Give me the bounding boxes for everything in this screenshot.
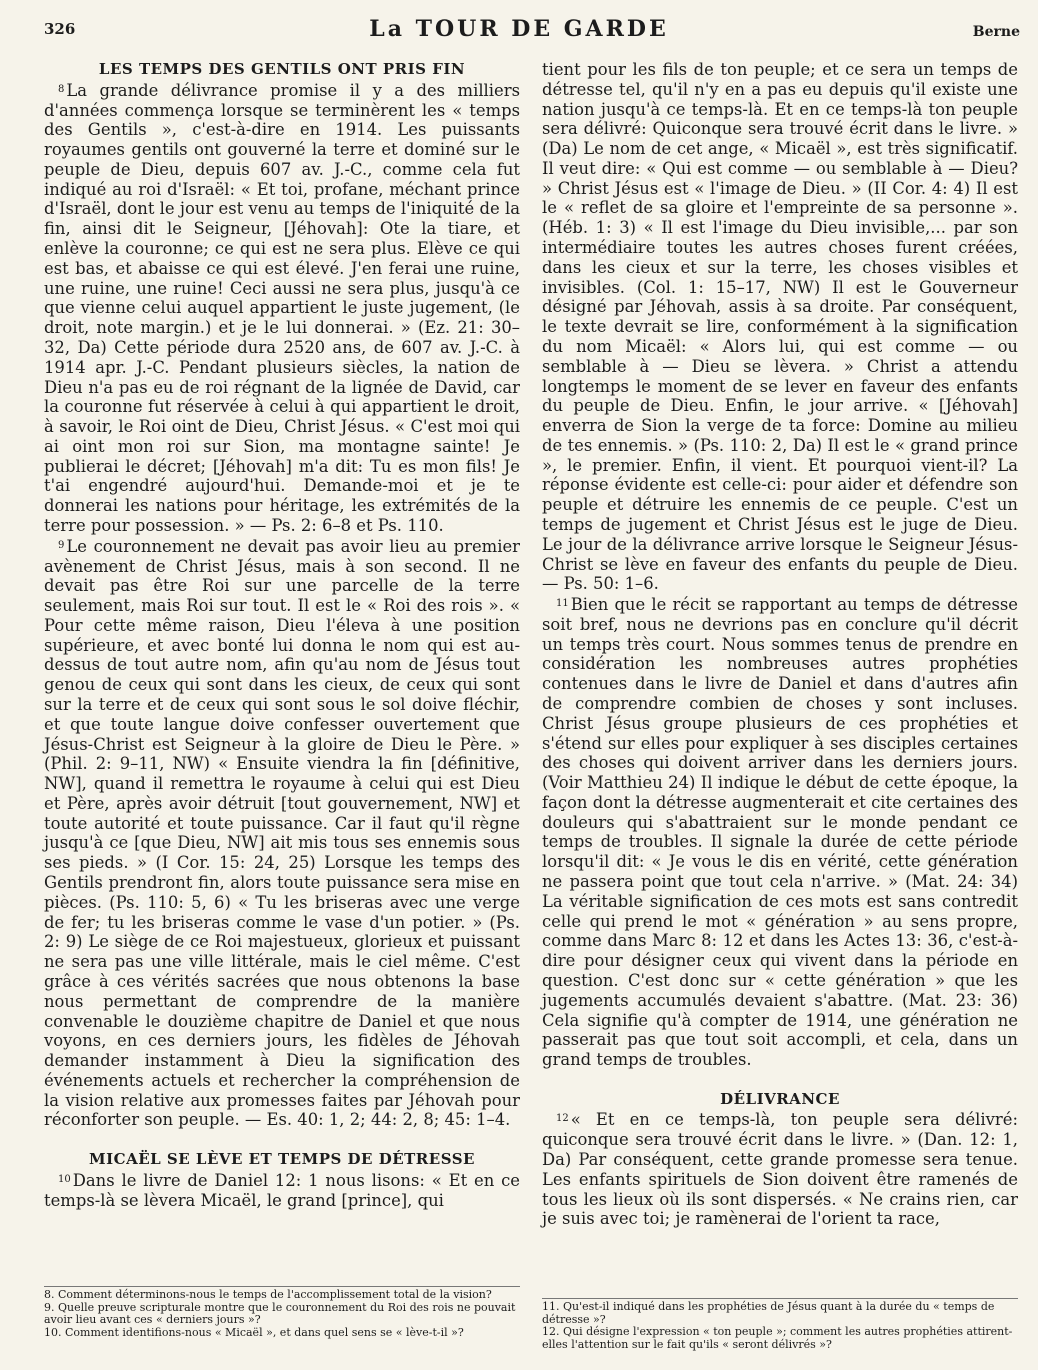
paragraph-text: Dans le livre de Daniel 12: 1 nous lisons: « Et en ce temps-là se lèvera Micaël, le grand [prince], qui [44, 1170, 520, 1210]
paragraph-number: 9 [58, 539, 65, 551]
right-column [542, 60, 1018, 1229]
section-heading-michael: MICAËL SE LÈVE ET TEMPS DE DÉTRESSE [89, 1149, 475, 1168]
edition-place: Berne [972, 24, 1020, 40]
section-heading-deliverance: DÉLIVRANCE [720, 1089, 840, 1108]
paragraph-text: Bien que le récit se rapportant au temps de détresse soit bref, nous ne devrions pas en conclure qu'il décrit un temps très court. Nous sommes tenus de prendre en considération les nombreuses autres prophéties contenues dans le livre de Daniel et dans d'autres afin de comprendre combien de choses y sont incluses. Christ Jésus groupe plusieurs de ces prophéties et s'étend sur elles pour expliquer à ses disciples certaines des choses qui doivent arriver dans les derniers jours. (Voir Matthieu 24) Il indique le début de cette époque, la façon dont la détresse augmenterait et cite certaines des douleurs qui s'abattraient sur le monde pendant ce temps de troubles. Il signale la durée de cette période lorsqu'il dit: « Je vous le dis en vérité, cette génération ne passera point que tout cela n'arrive. » (Mat. 24: 34) La véritable signification de ces mots est sans contredit celle qui prend le mot « génération » au sens propre, comme dans Marc 8: 12 et dans les Actes 13: 36, c'est-à-dire pour désigner ceux qui vivent dans la période en question. C'est donc sur « cette génération » que les jugements accumulés devaient s'abattre. (Mat. 23: 36) Cela signifie qu'à compter de 1914, une génération ne passerait pas que tout soit accompli, et cela, dans un grand temps de troubles. [542, 595, 1018, 1070]
paragraph-12 [542, 1109, 1018, 1229]
footnote-question-12: 12. Qui désigne l'expression « ton peuple »; comment les autres prophéties attirent-elles l'attention sur le fait qu'ils « seront délivrés »? [542, 1325, 1013, 1351]
paragraph-number: 10 [58, 1173, 71, 1185]
footnotes-right [542, 1298, 1018, 1351]
paragraph-10 [44, 1170, 520, 1211]
page-number: 326 [44, 20, 76, 38]
paragraph-number: 8 [58, 83, 65, 95]
footnote-question-8: 8. Comment déterminons-nous le temps de l'accomplissement total de la vision? [44, 1288, 492, 1301]
paragraph-text: Le couronnement ne devait pas avoir lieu au premier avènement de Christ Jésus, mais à son second. Il ne devait pas être Roi sur une parcelle de la terre seulement, mais Roi sur tout. Il est le « Roi des rois ». « Pour cette même raison, Dieu l'éleva à une position supérieure, et avec bonté lui donna le nom qui est au-dessus de tout autre nom, afin qu'au nom de Jésus tout genou de ceux qui sont dans les cieux, de ceux qui sont sur la terre et de ceux qui sont sous le sol doive fléchir, et que toute langue doive confesser ouvertement que Jésus-Christ est Seigneur à la gloire de Dieu le Père. » (Phil. 2: 9–11, NW) « Ensuite viendra la fin [définitive, NW], quand il remettra le royaume à celui qui est Dieu et Père, après avoir détruit [tout gouvernement, NW] et toute autorité et toute puissance. Car il faut qu'il règne jusqu'à ce [que Dieu, NW] ait mis tous ses ennemis sous ses pieds. » (I Cor. 15: 24, 25) Lorsque les temps des Gentils prendront fin, alors toute puissance sera mise en pièces. (Ps. 110: 5, 6) « Tu les briseras avec une verge de fer; tu les briseras comme le vase d'un potier. » (Ps. 2: 9) Le siège de ce Roi majestueux, glorieux et puissant ne sera pas une ville littérale, mais le ciel même. C'est grâce à ces vérités sacrées que nous obtenons la base nous permettant de comprendre de la manière convenable le douzième chapitre de Daniel et que nous voyons, en ces derniers jours, les fidèles de Jéhovah demander instamment à Dieu la signification des événements actuels et rechercher la compréhension de la vision relative aux promesses faites par Jéhovah pour réconforter son peuple. — Es. 40: 1, 2; 44: 2, 8; 45: 1–4. [44, 536, 520, 1130]
paragraph-11 [542, 594, 1018, 1070]
paragraph-8 [44, 80, 520, 536]
section-heading-gentile-times: LES TEMPS DES GENTILS ONT PRIS FIN [98, 60, 466, 78]
paragraph-9 [44, 536, 520, 1130]
paragraph-number: 12 [556, 1113, 569, 1125]
page-header [0, 16, 1038, 50]
footnote-question-9: 9. Quelle preuve scripturale montre que le couronnement du Roi des rois ne pouvait avoir lieu avant ces « derniers jours »? [44, 1300, 516, 1326]
paragraph-text: « Et en ce temps-là, ton peuple sera délivré: quiconque sera trouvé écrit dans le livre. » (Dan. 12: 1, Da) Par conséquent, cette grande promesse sera tenue. Les enfants spirituels de Sion doivent être ramenés de tous les lieux où ils sont dispersés. « Ne crains rien, car je suis avec toi; je ramènerai de l'orient ta race, [542, 1110, 1018, 1229]
footnote-question-11: 11. Qu'est-il indiqué dans les prophéties de Jésus quant à la durée du « temps de détresse »? [542, 1300, 995, 1326]
paragraph-10-continued: tient pour les fils de ton peuple; et ce sera un temps de détresse tel, qu'il n'y en a pas eu depuis qu'il existe une nation jusqu'à ce temps-là. Et en ce temps-là ton peuple sera délivré: Quiconque sera trouvé écrit dans le livre. » (Da) Le nom de cet ange, « Micaël », est très significatif. Il veut dire: « Qui est comme — ou semblable à — Dieu? » Christ Jésus est « l'image de Dieu. » (II Cor. 4: 4) Il est le « reflet de sa gloire et l'empreinte de sa personne ». (Héb. 1: 3) « Il est l'image du Dieu invisible,... par son intermédiaire toutes les autres choses furent créées, dans les cieux et sur la terre, les choses visibles et invisibles. (Col. 1: 15–17, NW) Il est le Gouverneur désigné par Jéhovah, assis à sa droite. Par conséquent, le texte devrait se lire, conformément à la signification du nom Micaël: « Alors lui, qui est comme — ou semblable à — Dieu se lèvera. » Christ a attendu longtemps le moment de se lever en faveur des enfants du peuple de Dieu. Enfin, le jour arrive. « [Jéhovah] enverra de Sion la verge de ta force: Domine au milieu de tes ennemis. » (Ps. 110: 2, Da) Il est le « grand prince », le premier. Enfin, il vient. Et pourquoi vient-il? La réponse évidente est celle-ci: pour aider et défendre son peuple et détruire les ennemis de ce peuple. C'est un temps de jugement et Christ Jésus est le juge de Dieu. Le jour de la délivrance arrive lorsque le Seigneur Jésus-Christ se lève en faveur des enfants du peuple de Dieu. — Ps. 50: 1–6. [542, 60, 1018, 594]
footnote-question-10: 10. Comment identifions-nous « Micaël », et dans quel sens se « lève-t-il »? [44, 1325, 464, 1339]
left-column [44, 60, 520, 1210]
paragraph-text: La grande délivrance promise il y a des milliers d'années commença lorsque se terminèrent les « temps des Gentils », c'est-à-dire en 1914. Les puissants royaumes gentils ont gouverné la terre et dominé sur le peuple de Dieu, depuis 607 av. J.-C., comme cela fut indiqué au roi d'Israël: « Et toi, profane, méchant prince d'Israël, dont le jour est venu au temps de l'iniquité de la fin, ainsi dit le Seigneur, [Jéhovah]: Ote la tiare, et enlève la couronne; ce qui est ne sera plus. Elève ce qui est bas, et abaisse ce qui est élevé. J'en ferai une ruine, une ruine, une ruine! Ceci aussi ne sera plus, jusqu'à ce que vienne celui auquel appartient le juste jugement, (le droit, note margin.) et je le lui donnerai. » (Ez. 21: 30–32, Da) Cette période dura 2520 ans, de 607 av. J.-C. à 1914 apr. J.-C. Pendant plusieurs siècles, la nation de Dieu n'a pas eu de roi régnant de la lignée de David, car la couronne fut réservée à celui à qui appartient le droit, à savoir, le Roi oint de Dieu, Christ Jésus. « C'est moi qui ai oint mon roi sur Sion, ma montagne sainte! Je publierai le décret; [Jéhovah] m'a dit: Tu es mon fils! Je t'ai engendré aujourd'hui. Demande-moi et je te donnerai les nations pour héritage, les extrémités de la terre pour possession. » — Ps. 2: 6–8 et Ps. 110. [44, 80, 520, 535]
publication-title: La TOUR DE GARDE [369, 16, 669, 42]
footnotes-left [44, 1286, 520, 1339]
paragraph-number: 11 [556, 598, 569, 610]
